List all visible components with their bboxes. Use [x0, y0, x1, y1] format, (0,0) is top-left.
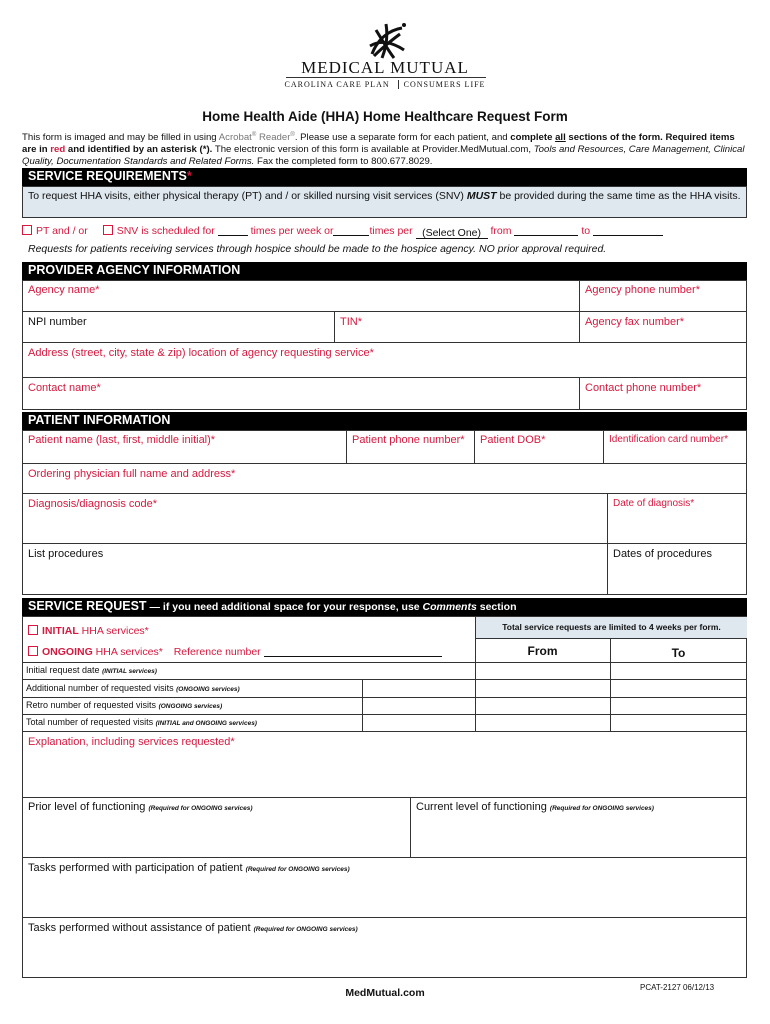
- prior-level-field[interactable]: Prior level of functioning (Required for ONGOING services): [28, 801, 253, 813]
- brand-sub: [250, 80, 520, 89]
- dates-procedures-field[interactable]: Dates of procedures: [613, 548, 713, 560]
- initial-option[interactable]: INITIAL HHA services*: [28, 625, 149, 637]
- to-column-label: To: [671, 646, 686, 660]
- patient-name-field[interactable]: Patient name (last, first, middle initial)*: [28, 434, 216, 446]
- service-request-header: SERVICE REQUEST — if you need additional space for your response, use Comments section: [22, 598, 747, 616]
- tin-field[interactable]: TIN*: [340, 316, 362, 328]
- current-level-field[interactable]: Current level of functioning (Required for ONGOING services): [416, 801, 654, 813]
- intro-text: This form is imaged and may be filled in using Acrobat® Reader®. Please use a separate form for each patient, and complete all sections of the form. Required items are in red and identified by an asterisk (*). The electronic version of this form is available at Provider.MedMutual.com, Tools and Resources, Care Management, Clinical Quality, Documentation Standards and Related Forms. Fax the completed form to 800.677.8029.: [22, 132, 745, 168]
- form-id: PCAT-2127 06/12/13: [640, 983, 715, 992]
- date-diagnosis-field[interactable]: Date of diagnosis*: [613, 498, 695, 509]
- brand-sub-left: CAROLINA CARE PLAN: [284, 80, 390, 89]
- snv-times-week-field[interactable]: [218, 224, 248, 236]
- brand-divider: [286, 77, 486, 78]
- ongoing-checkbox[interactable]: [28, 646, 38, 656]
- brand-name: MEDICAL MUTUAL: [301, 58, 469, 77]
- request-row-initial-date[interactable]: Initial request date (INITIAL services): [26, 665, 157, 675]
- hospice-note: Requests for patients receiving services through hospice should be made to the hospice agency. NO prior approval required.: [28, 243, 607, 255]
- agency-fax-field[interactable]: Agency fax number*: [585, 316, 685, 328]
- contact-phone-field[interactable]: Contact phone number*: [585, 382, 702, 394]
- id-card-field[interactable]: Identification card number*: [609, 434, 728, 445]
- explanation-field[interactable]: Explanation, including services requested*: [28, 736, 235, 748]
- patient-dob-field[interactable]: Patient DOB*: [480, 434, 546, 446]
- patient-phone-field[interactable]: Patient phone number*: [352, 434, 465, 446]
- tasks-without-field[interactable]: Tasks performed without assistance of patient (Required for ONGOING services): [28, 922, 358, 934]
- snv-checkbox[interactable]: [103, 225, 113, 235]
- frequency-select[interactable]: (Select One): [416, 227, 488, 239]
- pt-checkbox[interactable]: [22, 225, 32, 235]
- page-title: Home Health Aide (HHA) Home Healthcare Request Form: [202, 109, 568, 124]
- from-column-label: From: [527, 644, 558, 658]
- snv-times-field[interactable]: [333, 224, 369, 236]
- reference-number-field[interactable]: [264, 645, 442, 657]
- service-requirements-line: PT and / or SNV is scheduled for times per week or times per (Select One) from to: [22, 224, 747, 239]
- contact-name-field[interactable]: Contact name*: [28, 382, 101, 394]
- snv-from-field[interactable]: [514, 224, 578, 236]
- physician-field[interactable]: Ordering physician full name and address*: [28, 468, 236, 480]
- patient-header: PATIENT INFORMATION: [22, 412, 747, 430]
- service-requirements-header: SERVICE REQUIREMENTS*: [22, 168, 747, 186]
- npi-field[interactable]: NPI number: [28, 316, 87, 328]
- snv-to-field[interactable]: [593, 224, 663, 236]
- tasks-participation-field[interactable]: Tasks performed with participation of patient (Required for ONGOING services): [28, 862, 350, 874]
- brand-sub-right: CONSUMERS LIFE: [403, 80, 486, 89]
- ongoing-option[interactable]: ONGOING HHA services* Reference number: [28, 645, 442, 658]
- agency-name-field[interactable]: Agency name*: [28, 284, 100, 296]
- medical-mutual-logo: [364, 20, 410, 62]
- agency-address-field[interactable]: Address (street, city, state & zip) location of agency requesting service*: [28, 347, 374, 359]
- footer-site: MedMutual.com: [345, 987, 425, 999]
- provider-header: PROVIDER AGENCY INFORMATION: [22, 262, 747, 280]
- agency-phone-field[interactable]: Agency phone number*: [585, 284, 700, 296]
- request-row-retro-visits[interactable]: Retro number of requested visits (ONGOING services): [26, 700, 223, 710]
- request-row-additional-visits[interactable]: Additional number of requested visits (ONGOING services): [26, 683, 240, 693]
- diagnosis-field[interactable]: Diagnosis/diagnosis code*: [28, 498, 158, 510]
- patient-box: [22, 430, 747, 595]
- initial-checkbox[interactable]: [28, 625, 38, 635]
- procedures-field[interactable]: List procedures: [28, 548, 104, 560]
- limit-note: Total service requests are limited to 4 weeks per form.: [475, 617, 747, 639]
- service-requirements-text: To request HHA visits, either physical therapy (PT) and / or skilled nursing visit services (SNV) MUST be provided during the same time as the HHA visits.: [22, 186, 747, 218]
- request-row-total-visits[interactable]: Total number of requested visits (INITIAL and ONGOING services): [26, 717, 257, 727]
